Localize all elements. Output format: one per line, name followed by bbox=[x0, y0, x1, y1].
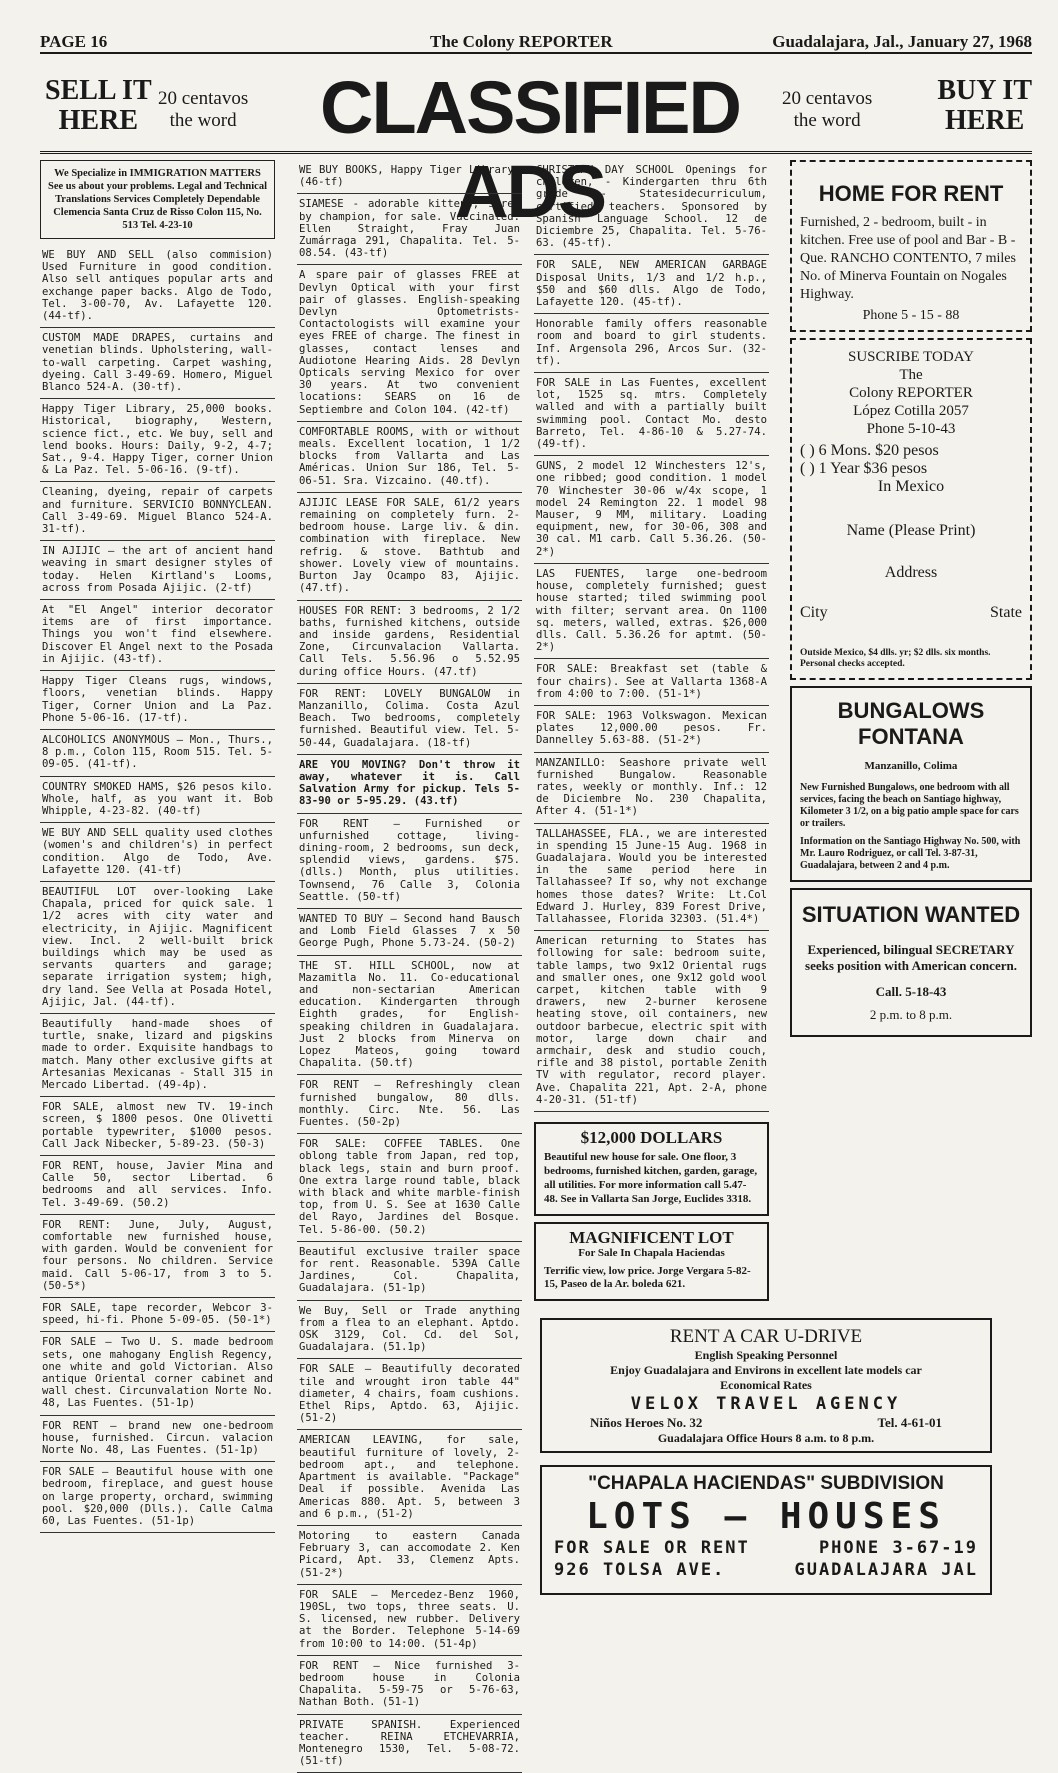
ad-item: FOR SALE, almost new TV. 19-inch screen, $ 1800 pesos. One Olivetti portable typewriter, $1000 pesos. Call Jack Nibecker, 5-89-23. (50-3) bbox=[40, 1097, 275, 1156]
ad-item: TALLAHASSEE, FLA., we are interested in spending 15 June-15 Aug. 1968 in Guadalajara. Would you be interested in the same period here in Tallahassee? If so, why not exchange homes those dates? Write: Lt.Col Edward J. Hurley, 839 Forest Drive, Tallahassee, Florida 32303. (51.4*) bbox=[534, 824, 769, 932]
ad-item: FOR RENT — brand new one-bedroom house, furnished. Circun. valacion Norte No. 48, Las Fuentes. (51-1p) bbox=[40, 1416, 275, 1463]
ad-immigration: We Specialize in IMMIGRATION MATTERS See us about your problems. Legal and Technical Translations Services Completely Dependable Clemencia Santa Cruz de Risso Colon 115, No. 513 Tel. 4-23-10 bbox=[40, 160, 275, 239]
box-place: Manzanillo, Colima bbox=[864, 760, 958, 773]
ad-item: PRIVATE SPANISH. Experienced teacher. REINA ETCHEVARRIA, Montenegro 1530, Tel. 5-08-72. (51-tf) bbox=[297, 1715, 522, 1773]
ad-item: American returning to States has following for sale: bedroom suite, table lamps, two 9x12 Oriental rugs and smaller ones, one 9x12 gold wool carpet, kitchen table with 9 drawers, new 2-burner kerosene heating stove, oil containers, new outdoor barbecue, electric spit with motor, large down chair and armchair, desk and studio couch, rifle and 38 pistol, portable Zenith TV with regulator, record player. Ave. Chapalita 221, Apt. 2-A, phone 4-20-31. (51-tf) bbox=[534, 931, 769, 1112]
sell-it-here: SELL IT HERE bbox=[45, 75, 152, 136]
box-title: MAGNIFICENT LOT bbox=[569, 1228, 734, 1248]
ad-item: Happy Tiger Library, 25,000 books. Historical, biography, Western, science fict., etc. We buy, sell and lend books. Hours: Daily, 9-2, 4-7; Sat., 9-4. Happy Tiger, corner Union & La Paz. Tel. 5-06-16. (9-tf). bbox=[40, 399, 275, 482]
box-body: Beautiful new house for sale. One floor, 3 bedrooms, furnished kitchen, garden, garage, all utilities. For more information call 5.47-48. See in Vallarta San Jorge, Euclides 3318. bbox=[544, 1151, 758, 1206]
box-call: Call. 5-18-43 bbox=[875, 984, 947, 1000]
ad-item: FOR SALE, tape recorder, Webcor 3-speed, hi-fi. Phone 5-09-05. (50-1*) bbox=[40, 1298, 275, 1332]
ad-item: FOR SALE: Breakfast set (table & four chairs). See at Vallarta 1368-A from 4:00 to 7:00. (51-1*) bbox=[534, 659, 769, 706]
city-field[interactable]: City bbox=[800, 604, 828, 622]
ad-item: Honorable family offers reasonable room and board to girl students. Inf. Argensola 296, Arcos Sur. (32-tf). bbox=[534, 314, 769, 373]
ad-box-bungalows-fontana bbox=[790, 686, 1032, 882]
ad-item: HOUSES FOR RENT: 3 bedrooms, 2 1/2 baths, furnished kitchens, outside and inside gardens, Residential Zone, Circunvalacion Vallarta. Call Tels. 5.56.96 o 5.52.95 during office Hours. (47.tf) bbox=[297, 601, 522, 684]
option-six-months[interactable]: ( ) 6 Mons. $20 pesos bbox=[800, 442, 939, 460]
ad-item: FOR SALE: COFFEE TABLES. One oblong table from Japan, red top, black legs, stain and burn proof. One extra large round table, black with black and white marble-finish top, from U. S. See at 1630 Calle del Rayo, Jardines del Bosque. Tel. 5-86-00. (50.2) bbox=[297, 1134, 522, 1242]
ad-box-12000-dollars bbox=[534, 1122, 769, 1216]
name-field[interactable]: Name (Please Print) bbox=[846, 522, 976, 540]
ad-box-chapala-haciendas: "CHAPALA HACIENDAS" SUBDIVISION LOTS — HOUSES FOR SALE OR RENT PHONE 3-67-19 926 TOLSA AVE. GUADALAJARA JAL bbox=[540, 1465, 992, 1595]
ad-item: SIAMESE - adorable kittens, sired by champion, for sale. Vaccinated. Ellen Straight, Fray Juan Zumárraga 291, Chapalita. Tel. 5-08.54. (43-tf) bbox=[297, 194, 522, 265]
box-subtitle: For Sale In Chapala Haciendas bbox=[578, 1247, 725, 1260]
ad-item: A spare pair of glasses FREE at Devlyn Optical with your first pair of glasses. English-speaking Devlyn Optometrists-Contactologists will examine your eyes FREE of charge. The finest in glasses, contact lenses and Audiotone Hearing Aids. 28 Devlyn Opticals serving Mexico for over 30 years. At two convenient locations: SEARS on 16 de Septiembre and Colon 104. (42-tf) bbox=[297, 265, 522, 421]
ad-item: CUSTOM MADE DRAPES, curtains and venetian blinds. Upholstering, wall-to-wall carpeting. Carpet washing, dyeing. Call 3-49-69. Homero, Miguel Blanco 524-A. (30-tf). bbox=[40, 328, 275, 399]
ad-item: FOR RENT, house, Javier Mina and Calle 50, sector Libertad. 6 bedrooms and all services. Info. Tel. 3-49-69. (50.2) bbox=[40, 1156, 275, 1215]
page-title: CLASSIFIED ADS bbox=[320, 66, 740, 233]
ad-box-situation-wanted bbox=[790, 888, 1032, 1036]
ad-item: LAS FUENTES, large one-bedroom house, completely furnished; guest house started; tiled swimming pool with filter; servant area. On 1100 sq. meters, walled, extras. $26,000 dlls. Call. 5.36.26 for aptmt. (50-2*) bbox=[534, 564, 769, 659]
ad-item: GUNS, 2 model 12 Winchesters 12's, one ribbed; good condition. 1 model 70 Winchester 30-06 w/4x scope, 1 model 24 Remington 22. 1 model 98 Mauser, 9 MM, military. Loading equipment, new, for 30-06, 308 and 30 cal. M1 carb. Call 5.36.26. (50-2*) bbox=[534, 456, 769, 564]
ad-box-home-for-rent bbox=[790, 160, 1032, 332]
option-one-year[interactable]: ( ) 1 Year $36 pesos bbox=[800, 460, 928, 478]
page-header bbox=[40, 30, 1032, 54]
buy-it-here: BUY IT HERE bbox=[937, 75, 1032, 136]
box-title: "CHAPALA HACIENDAS" SUBDIVISION bbox=[588, 1473, 944, 1494]
ad-item: We Buy, Sell or Trade anything from a flea to an elephant. Aptdo. OSK 3129, Col. Cd. del Sol, Guadalajara. (51.1p) bbox=[297, 1301, 522, 1360]
ad-item: Beautiful exclusive trailer space for rent. Reasonable. 539A Calle Jardines, Col. Chapalita, Guadalajara. (51-1p) bbox=[297, 1242, 522, 1301]
ad-item: FOR SALE — Beautifully decorated tile and wrought iron table 44" diameter, 4 chairs, foam cushions. Ethel Rips, Aptdo. 63, Ajijic. (51-2) bbox=[297, 1359, 522, 1430]
ad-item: FOR RENT — Furnished or unfurnished cottage, living-dining-room, 2 bedrooms, sun deck, splendid views, gardens. $75. (dlls.) Month, plus utilities. Townsend, 76 Calle 3, Colonia Seattle. (50-tf) bbox=[297, 814, 522, 909]
box-body: Experienced, bilingual SECRETARY seeks position with American concern. bbox=[805, 942, 1017, 974]
ad-item: THE ST. HILL SCHOOL, now at Mazamitla No. 11. Co-educational and non-sectarian American education. Kindergarten through Eighth grades, for English-speaking children in Guadalajara. Just 2 blocks from Minerva on Lopez Mateos, going toward Chapalita. (50.tf) bbox=[297, 956, 522, 1076]
ad-item: FOR RENT: June, July, August, comfortable new furnished house, with garden. Would be convenient for four persons. No children. Service maid. Call 5-06-17, from 3 to 5. (50-5*) bbox=[40, 1215, 275, 1298]
ad-item: FOR RENT: LOVELY BUNGALOW in Manzanillo, Colima. Costa Azul Beach. Two bedrooms, completely furnished. Beautiful view. Tel. 5-50-44, Guadalajara. (18-tf) bbox=[297, 684, 522, 755]
box-phone: Phone 5 - 15 - 88 bbox=[862, 308, 960, 323]
ad-item: Beautifully hand-made shoes of turtle, snake, lizard and pigskins made to order. Exquisite handbags to match. Many other exclusive gifts at Artesanias Mexicanas - Stall 315 in Mercado Libertad. (49-4p). bbox=[40, 1014, 275, 1097]
ad-item: FOR SALE — Mercedez-Benz 1960, 190SL, two tops, three seats. U. S. licensed, new rubber. Delivery at the Border. Telephone 5-14-69 from 10:00 to 14:00. (51-4p) bbox=[297, 1585, 522, 1656]
ad-item: FOR SALE: 1963 Volkswagon. Mexican plates 12,000.00 pesos. Fr. Dannelley 5.63-88. (51-2*) bbox=[534, 706, 769, 753]
box-title: HOME FOR RENT bbox=[818, 181, 1004, 206]
ad-item: FOR RENT — Nice furnished 3-bedroom house in Colonia Chapalita. 5-59-75 or 5-76-63, Nathan Both. (51-1) bbox=[297, 1656, 522, 1715]
right-price: 20 centavos the word bbox=[782, 88, 873, 131]
address-field[interactable]: Address bbox=[884, 564, 938, 582]
ad-item: ALCOHOLICS ANONYMOUS — Mon., Thurs., 8 p.m., Colon 115, Room 515. Tel. 5-09-05. (41-tf). bbox=[40, 730, 275, 777]
ad-item: COUNTRY SMOKED HAMS, $26 pesos kilo. Whole, half, as you want it. Bob Whipple, 4-23-82. (40-tf) bbox=[40, 777, 275, 824]
ad-item: Happy Tiger Cleans rugs, windows, floors, venetian blinds. Happy Tiger, Corner Union and La Paz. Phone 5-06-16. (17-tf). bbox=[40, 671, 275, 730]
ad-item: FOR SALE — Beautiful house with one bedroom, fireplace, and guest house on large property, orchard, swimming pool. $20,000 (Dlls.). Calle Calma 60, Las Fuentes. (51-1p) bbox=[40, 1462, 275, 1533]
ad-item: FOR SALE — Two U. S. made bedroom sets, one mahogany English Regency, one white and gold Victorian. Also antique Oriental corner cabinet and wall chest. Circunvalation Norte No. 48, Las Fuentes. (51-1p) bbox=[40, 1332, 275, 1415]
box-title: BUNGALOWS FONTANA bbox=[837, 698, 985, 750]
ad-item: Cleaning, dyeing, repair of carpets and furniture. SERVICIO BONNYCLEAN. Call 3-49-69. Miguel Blanco 524-A. 31-tf). bbox=[40, 482, 275, 541]
state-field[interactable]: State bbox=[990, 604, 1022, 622]
box-hours: 2 p.m. to 8 p.m. bbox=[869, 1006, 953, 1022]
agency-name: VELOX TRAVEL AGENCY bbox=[630, 1394, 902, 1414]
ad-item: BEAUTIFUL LOT over-looking Lake Chapala, priced for quick sale. 1 1/2 acres with city water and electricity, in Ajijic. Magnificent view. Incl. 2 well-built brick buildings which may be used as servants quarters and garage; separate irrigation system; high, dry land. See Vella at Posada Hotel, Ajijic, Jal. (44-tf). bbox=[40, 882, 275, 1014]
left-price: 20 centavos the word bbox=[158, 88, 249, 131]
column-4 bbox=[790, 160, 1032, 1043]
ad-item: IN AJIJIC — the art of ancient hand weaving in smart designer styles of today. Helen Kirtland's Looms, across from Posada Ajijic. (2-tf) bbox=[40, 541, 275, 600]
ad-box-magnificent-lot bbox=[534, 1222, 769, 1300]
ad-item: CHRISTIAN DAY SCHOOL Openings for children, - Kindergarten thru 6th grade - Statesidecurriculum, certified teachers. Sponsored by Spanish Language School. 12 de Diciembre 25, Chapalita. Tel. 5-76-63. (45-tf). bbox=[534, 160, 769, 255]
box-title: RENT A CAR U-DRIVE bbox=[669, 1326, 863, 1347]
ad-box-rent-a-car: RENT A CAR U-DRIVE English Speaking Personnel Enjoy Guadalajara and Environs in excellent late models car Economical Rates VELOX TRAVEL AGENCY Niños Heroes No. 32 Tel. 4-61-01 Guadalajara Office Hours 8 a.m. to 8 p.m. bbox=[540, 1318, 992, 1453]
page-number: PAGE 16 bbox=[40, 32, 108, 51]
ad-item: AMERICAN LEAVING, for sale, beautiful furniture of lovely, 2-bedroom apt., and telephone. Apartment is available. "Package" Deal if possible. Avenida Las Americas 880. Apt. 5, between 3 and 6 p.m., (51-2) bbox=[297, 1430, 522, 1525]
dateline: Guadalajara, Jal., January 27, 1968 bbox=[772, 32, 1032, 51]
ad-item: ARE YOU MOVING? Don't throw it away, whatever it is. Call Salvation Army for pickup. Tels 5-83-90 or 5-95.29. (43.tf) bbox=[297, 755, 522, 814]
outside-mexico-note: Outside Mexico, $4 dlls. yr; $2 dlls. six months. Personal checks accepted. bbox=[800, 648, 991, 670]
lots-houses: LOTS — HOUSES bbox=[586, 1496, 946, 1537]
newspaper-name: The Colony REPORTER bbox=[430, 32, 613, 51]
box-title: $12,000 DOLLARS bbox=[580, 1128, 723, 1148]
ad-item: FOR SALE in Las Fuentes, excellent lot, 1525 sq. mtrs. Completely walled and with a partially built swimming pool. Contact Mo. desto Barreto, Tel. 4-86-10 & 5.27-74. (49-tf). bbox=[534, 373, 769, 456]
ad-item: WE BUY BOOKS, Happy Tiger Library. (46-tf) bbox=[297, 160, 522, 194]
column-2 bbox=[297, 160, 522, 1773]
ad-item: WE BUY AND SELL (also commision) Used Furniture in good condition. Also sell antiques popular arts and exchange paper backs. Algo de Todo, Tel. 3-00-70, Av. Lafayette 120. (44-tf). bbox=[40, 245, 275, 328]
box-body: Terrific view, low price. Jorge Vergara 5-82-15, Paseo de la Ar. boleda 621. bbox=[544, 1264, 751, 1290]
subscription-form: SUSCRIBE TODAY The Colony REPORTER López Cotilla 2057 Phone 5-10-43 ( ) 6 Mons. $20 pesos ( ) 1 Year $36 pesos In Mexico Name (Please Print) Address City State Outside Mexico, $4 dlls. yr; $2 dlls. six months. Personal checks accepted. bbox=[790, 338, 1032, 680]
box-body: Furnished, 2 - bedroom, built - in kitchen. Free use of pool and Bar - B - Que. RANCHO CONTENTO, 7 miles No. of Minerva Fountain on Nogales Highway. bbox=[800, 215, 1016, 302]
ad-item: MANZANILLO: Seashore private well furnished Bungalow. Reasonable rates, weekly or monthly. Inf.: 12 de Diciembre No. 230 Chapalita, After 4. (51-1*) bbox=[534, 753, 769, 824]
column-1 bbox=[40, 160, 275, 1533]
column-3 bbox=[534, 160, 769, 1307]
ad-item: Motoring to eastern Canada February 3, can accomodate 2. Ken Picard, Apt. 33, Clemenz Apts. (51-2*) bbox=[297, 1526, 522, 1585]
box-body: New Furnished Bungalows, one bedroom with all services, facing the beach on Santiago highway, Kilometer 3 1/2, on a big patio ample space for cars or trailers. bbox=[800, 782, 1019, 830]
ad-item: COMFORTABLE ROOMS, with or without meals. Excellent location, 1 1/2 blocks from Vallarta and Las Américas. Union Sur 186, Tel. 5-06-51. Sra. Vizcaino. (40.tf). bbox=[297, 422, 522, 493]
ad-item: FOR RENT — Refreshingly clean furnished bungalow, 80 dlls. monthly. Circ. Nte. 56. Las Fuentes. (50-2p) bbox=[297, 1075, 522, 1134]
ad-item: WE BUY AND SELL quality used clothes (women's and children's) in perfect condition. Algo de Todo, Ave. Lafayette 120. (41-tf) bbox=[40, 823, 275, 882]
box-body: Information on the Santiago Highway No. 500, with Mr. Lauro Rodriguez, or call Tel. 3-87-31, Guadalajara, between 2 and 4 p.m. bbox=[800, 836, 1021, 872]
box-title: SITUATION WANTED bbox=[801, 902, 1021, 928]
ad-item: At "El Angel" interior decorator items are of first importance. Things you won't find elsewhere. Discover El Angel next to the Posada in Ajijic. (43-tf). bbox=[40, 600, 275, 671]
ad-item: FOR SALE, NEW AMERICAN GARBAGE Disposal Units, 1/3 and 1/2 h.p., $50 and $60 dlls. Algo de Todo, Lafayette 120. (45-tf). bbox=[534, 255, 769, 314]
ad-item: WANTED TO BUY — Second hand Bausch and Lomb Field Glasses 7 x 50 George Pugh, Phone 5.73-24. (50-2) bbox=[297, 909, 522, 956]
ad-item: AJIJIC LEASE FOR SALE, 61/2 years remaining on completely furn. 2-bedroom house. Large liv. & din. combination with fireplace. New refrig. & stove. Bathtub and shower. Lovely view of mountains. Burton Jay Ocampo 83, Ajijic. (47.tf). bbox=[297, 493, 522, 601]
